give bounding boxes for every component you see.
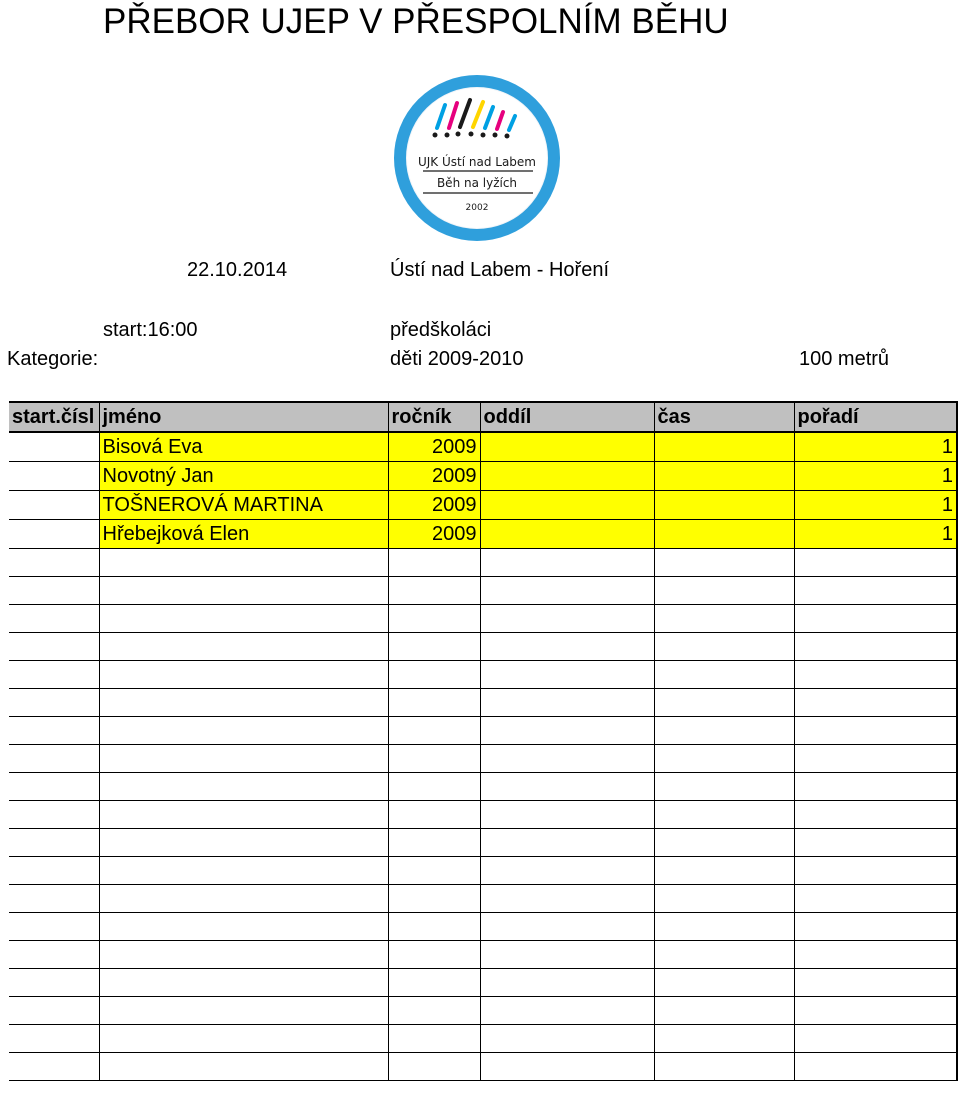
club-logo (385, 72, 569, 244)
distance: 100 metrů (799, 348, 890, 370)
empty-cell (654, 605, 794, 633)
empty-cell (9, 1025, 99, 1053)
empty-cell (9, 577, 99, 605)
empty-cell (480, 857, 654, 885)
empty-cell (99, 661, 388, 689)
empty-cell (794, 745, 957, 773)
empty-row (9, 801, 957, 829)
cell-club (480, 491, 654, 520)
empty-cell (480, 997, 654, 1025)
header-time: čas (654, 402, 794, 432)
cell-club (480, 432, 654, 462)
header-start-number: start.čísl (9, 402, 99, 432)
empty-cell (480, 661, 654, 689)
empty-row (9, 745, 957, 773)
empty-cell (794, 661, 957, 689)
empty-cell (388, 661, 480, 689)
empty-cell (654, 689, 794, 717)
empty-cell (99, 745, 388, 773)
empty-cell (99, 885, 388, 913)
empty-row (9, 857, 957, 885)
empty-cell (654, 773, 794, 801)
table-header-row (9, 402, 957, 432)
empty-cell (794, 1025, 957, 1053)
empty-cell (794, 941, 957, 969)
empty-cell (388, 1053, 480, 1081)
logo-text-2: Běh na lyžích (436, 176, 518, 190)
cell-year: 2009 (388, 462, 480, 491)
empty-cell (388, 801, 480, 829)
cell-start-number (9, 491, 99, 520)
empty-cell (794, 773, 957, 801)
empty-cell (99, 857, 388, 885)
empty-cell (654, 577, 794, 605)
empty-cell (794, 549, 957, 577)
event-date: 22.10.2014 (187, 259, 288, 281)
empty-row (9, 1025, 957, 1053)
empty-cell (794, 717, 957, 745)
empty-cell (388, 717, 480, 745)
cell-year: 2009 (388, 520, 480, 549)
empty-cell (654, 885, 794, 913)
table-row (9, 491, 957, 520)
empty-row (9, 689, 957, 717)
empty-row (9, 913, 957, 941)
empty-cell (794, 689, 957, 717)
empty-cell (480, 605, 654, 633)
empty-cell (654, 829, 794, 857)
empty-cell (9, 661, 99, 689)
empty-cell (480, 745, 654, 773)
empty-row (9, 633, 957, 661)
empty-row (9, 577, 957, 605)
empty-cell (480, 633, 654, 661)
empty-cell (388, 773, 480, 801)
cell-rank: 1 (794, 520, 957, 549)
empty-cell (794, 969, 957, 997)
empty-cell (480, 1053, 654, 1081)
empty-cell (794, 801, 957, 829)
empty-cell (9, 1053, 99, 1081)
start-time: start:16:00 (103, 319, 198, 341)
empty-cell (654, 745, 794, 773)
empty-cell (388, 1025, 480, 1053)
empty-cell (9, 717, 99, 745)
page-title: PŘEBOR UJEP V PŘESPOLNÍM BĚHU (103, 2, 729, 41)
cell-time (654, 462, 794, 491)
empty-cell (654, 969, 794, 997)
cell-year: 2009 (388, 491, 480, 520)
empty-cell (388, 633, 480, 661)
cell-name: Novotný Jan (99, 462, 388, 491)
empty-cell (480, 549, 654, 577)
empty-row (9, 605, 957, 633)
empty-cell (9, 549, 99, 577)
empty-cell (654, 801, 794, 829)
header-club: oddíl (480, 402, 654, 432)
empty-cell (9, 633, 99, 661)
cell-time (654, 491, 794, 520)
empty-cell (480, 577, 654, 605)
table-row (9, 462, 957, 491)
cell-start-number (9, 520, 99, 549)
empty-cell (99, 969, 388, 997)
empty-cell (99, 941, 388, 969)
empty-cell (99, 605, 388, 633)
empty-cell (794, 605, 957, 633)
empty-cell (9, 745, 99, 773)
empty-cell (388, 549, 480, 577)
empty-cell (388, 997, 480, 1025)
category-label: Kategorie: (7, 348, 99, 370)
empty-cell (9, 857, 99, 885)
empty-cell (388, 885, 480, 913)
empty-cell (794, 857, 957, 885)
empty-cell (99, 997, 388, 1025)
empty-cell (654, 997, 794, 1025)
empty-cell (9, 885, 99, 913)
empty-row (9, 773, 957, 801)
empty-cell (9, 801, 99, 829)
cell-rank: 1 (794, 491, 957, 520)
empty-row (9, 1053, 957, 1081)
empty-cell (480, 717, 654, 745)
header-year: ročník (388, 402, 480, 432)
empty-cell (9, 941, 99, 969)
empty-cell (654, 1053, 794, 1081)
empty-cell (794, 885, 957, 913)
empty-row (9, 549, 957, 577)
logo-text-1: UJK Ústí nad Labem (417, 155, 537, 169)
event-location: Ústí nad Labem - Hoření (390, 259, 609, 281)
empty-cell (480, 941, 654, 969)
empty-cell (99, 829, 388, 857)
cell-club (480, 520, 654, 549)
empty-cell (388, 605, 480, 633)
cell-year: 2009 (388, 432, 480, 462)
empty-cell (480, 801, 654, 829)
empty-cell (654, 717, 794, 745)
empty-cell (480, 885, 654, 913)
header-name: jméno (99, 402, 388, 432)
empty-row (9, 997, 957, 1025)
empty-cell (794, 1053, 957, 1081)
empty-cell (388, 689, 480, 717)
empty-row (9, 885, 957, 913)
table-row (9, 432, 957, 462)
empty-cell (99, 1053, 388, 1081)
empty-cell (99, 717, 388, 745)
empty-cell (654, 1025, 794, 1053)
logo-year: 2002 (465, 203, 489, 213)
cell-name: TOŠNEROVÁ MARTINA (99, 491, 388, 520)
empty-cell (388, 829, 480, 857)
empty-cell (9, 997, 99, 1025)
cell-time (654, 520, 794, 549)
empty-cell (654, 913, 794, 941)
cell-time (654, 432, 794, 462)
empty-cell (388, 577, 480, 605)
empty-cell (9, 969, 99, 997)
empty-cell (99, 1025, 388, 1053)
empty-cell (480, 829, 654, 857)
category-value: děti 2009-2010 (390, 348, 524, 370)
empty-cell (9, 829, 99, 857)
empty-cell (654, 633, 794, 661)
empty-cell (388, 745, 480, 773)
age-group: předškoláci (390, 319, 492, 341)
empty-cell (9, 689, 99, 717)
empty-cell (794, 997, 957, 1025)
empty-cell (9, 605, 99, 633)
empty-cell (480, 1025, 654, 1053)
cell-club (480, 462, 654, 491)
empty-cell (794, 829, 957, 857)
empty-cell (480, 773, 654, 801)
empty-cell (99, 773, 388, 801)
empty-cell (654, 549, 794, 577)
empty-cell (480, 689, 654, 717)
header-rank: pořadí (794, 402, 957, 432)
empty-cell (388, 913, 480, 941)
cell-rank: 1 (794, 462, 957, 491)
empty-cell (99, 549, 388, 577)
logo-graphic (385, 72, 569, 244)
cell-start-number (9, 462, 99, 491)
cell-name: Hřebejková Elen (99, 520, 388, 549)
empty-row (9, 969, 957, 997)
table-row (9, 520, 957, 549)
empty-row (9, 661, 957, 689)
empty-cell (9, 773, 99, 801)
empty-cell (388, 969, 480, 997)
empty-cell (480, 969, 654, 997)
empty-cell (99, 801, 388, 829)
cell-name: Bisová Eva (99, 432, 388, 462)
empty-cell (99, 689, 388, 717)
empty-cell (654, 857, 794, 885)
empty-cell (99, 633, 388, 661)
empty-row (9, 717, 957, 745)
empty-cell (9, 913, 99, 941)
empty-cell (480, 913, 654, 941)
cell-start-number (9, 432, 99, 462)
empty-row (9, 829, 957, 857)
empty-cell (99, 577, 388, 605)
empty-cell (794, 913, 957, 941)
empty-cell (654, 941, 794, 969)
empty-cell (99, 913, 388, 941)
cell-rank: 1 (794, 432, 957, 462)
empty-cell (388, 857, 480, 885)
results-table (9, 401, 958, 1081)
empty-cell (654, 661, 794, 689)
empty-row (9, 941, 957, 969)
empty-cell (794, 633, 957, 661)
empty-cell (388, 941, 480, 969)
empty-cell (794, 577, 957, 605)
